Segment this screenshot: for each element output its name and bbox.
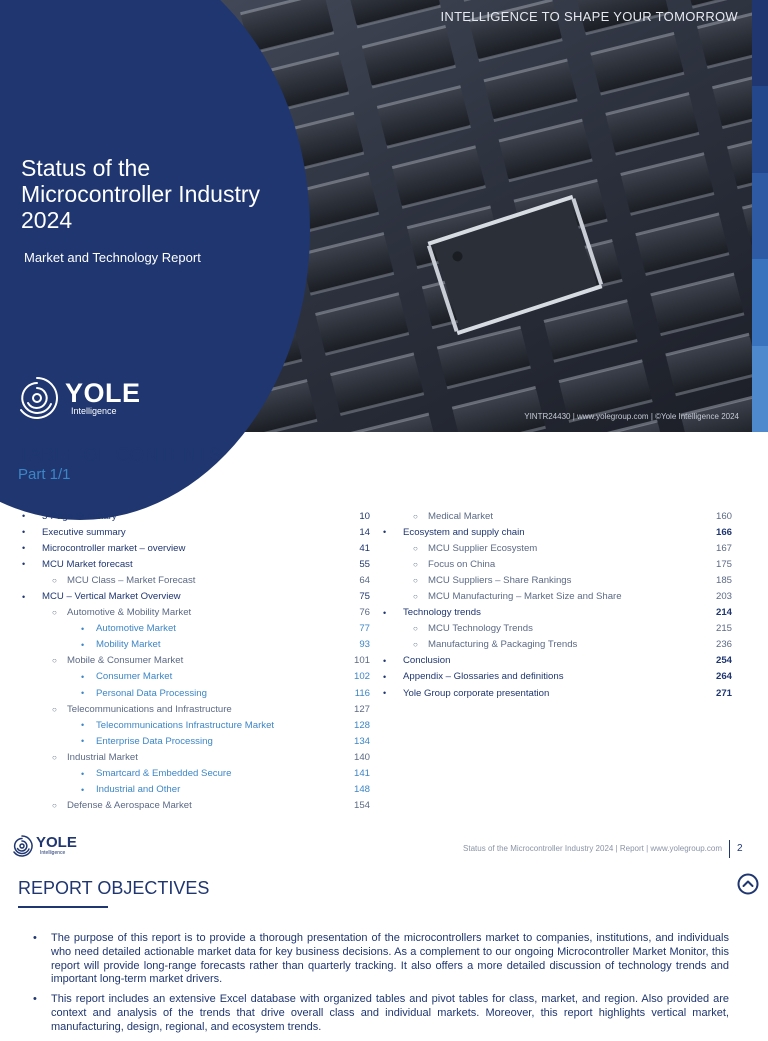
tagline: INTELLIGENCE TO SHAPE YOUR TOMORROW <box>440 9 738 24</box>
toc-entry-page: 160 <box>715 510 732 522</box>
objectives-title: REPORT OBJECTIVES <box>18 878 210 898</box>
toc-entry[interactable] <box>20 701 370 717</box>
toc-entry[interactable] <box>20 733 370 749</box>
toc-entry-label: Mobility Market <box>96 639 161 651</box>
hollow-bullet-icon: ○ <box>52 608 57 618</box>
toc-entry-label: Industrial Market <box>67 751 138 763</box>
toc-entry-page: 128 <box>353 719 370 731</box>
bullet-icon: • <box>81 736 85 747</box>
toc-entry[interactable] <box>20 621 370 637</box>
toc-entry-label: MCU Technology Trends <box>428 623 533 635</box>
bullet-icon: • <box>22 591 26 602</box>
toc-entry-page: 175 <box>715 558 732 570</box>
hollow-bullet-icon: ○ <box>52 801 57 811</box>
bullet-icon: • <box>383 655 387 666</box>
brand-name: YOLE <box>65 378 141 408</box>
hollow-bullet-icon: ○ <box>413 640 418 650</box>
toc-entry-label: Personal Data Processing <box>96 687 207 699</box>
toc-entry-label: Conclusion <box>403 655 451 667</box>
hollow-bullet-icon: ○ <box>413 575 418 585</box>
page-number: 2 <box>737 843 743 854</box>
toc-entry-label: Microcontroller market – overview <box>42 542 186 554</box>
toc-entry[interactable] <box>381 572 732 588</box>
toc-entry-label: Defense & Aerospace Market <box>67 800 192 812</box>
toc-entry-label: MCU – Vertical Market Overview <box>42 591 181 603</box>
toc-entry-label: Industrial and Other <box>96 784 181 796</box>
toc-entry-label: Executive summary <box>42 526 126 538</box>
toc-entry[interactable] <box>381 653 732 669</box>
bullet-icon: • <box>81 768 85 779</box>
toc-entry-page: 41 <box>359 542 370 554</box>
toc-column-right <box>381 508 732 701</box>
toc-entry-page: 10 <box>359 510 370 522</box>
toc-entry-label: Consumer Market <box>96 671 173 683</box>
toc-part: Part 1/1 <box>18 466 71 483</box>
brand-name: YOLE <box>36 834 77 851</box>
yole-concentric-logo-icon <box>11 835 33 857</box>
toc-entry-page: 77 <box>359 623 370 635</box>
hollow-bullet-icon: ○ <box>52 752 57 762</box>
toc-entry-page: 264 <box>715 671 732 683</box>
toc-entry[interactable] <box>381 524 732 540</box>
toc-entry-page: 166 <box>715 526 732 538</box>
title-underline <box>18 906 108 908</box>
toc-entry[interactable] <box>20 556 370 572</box>
chevron-up-circle-icon[interactable] <box>737 873 759 895</box>
toc-entry-page: 254 <box>715 655 732 667</box>
toc-entry-page: 215 <box>715 623 732 635</box>
list-item: • This report includes an extensive Excel database with organized tables and pivot tables for class, market, and region. Also provided are context and analysis of the trends that drive overall class and individual markets. Moreover, this report highlights vertical market, manufacturing, design, regional, and ecosystem trends. <box>33 993 729 1033</box>
hollow-bullet-icon: ○ <box>52 704 57 714</box>
toc-entry[interactable] <box>381 605 732 621</box>
hollow-bullet-icon: ○ <box>52 575 57 585</box>
toc-entry[interactable] <box>20 798 370 814</box>
toc-entry-page: 134 <box>353 735 370 747</box>
toc-entry[interactable] <box>20 588 370 604</box>
toc-entry[interactable] <box>381 508 732 524</box>
toc-entry[interactable] <box>20 540 370 556</box>
yole-logo <box>15 376 141 420</box>
toc-entry[interactable] <box>20 669 370 685</box>
toc-entry[interactable] <box>20 524 370 540</box>
hollow-bullet-icon: ○ <box>52 656 57 666</box>
toc-entry-label: Ecosystem and supply chain <box>403 526 525 538</box>
toc-title: TABLE OF CONTENTS <box>18 445 222 466</box>
objective-text: This report includes an extensive Excel database with organized tables and pivot tables for class, market, and region. Also provided are context and analysis of the trends that drive overall class and individual markets. Moreover, this report highlights vertical market, manufacturing, design, regional, and ecosystem trends. <box>51 993 729 1033</box>
toc-entry-page: 140 <box>353 751 370 763</box>
toc-entry[interactable] <box>20 605 370 621</box>
toc-entry[interactable] <box>20 572 370 588</box>
toc-entry-page: 64 <box>359 574 370 586</box>
toc-entry-page: 116 <box>354 687 370 699</box>
toc-entry-label: Focus on China <box>428 558 496 570</box>
bullet-icon: • <box>22 511 26 522</box>
toc-entry[interactable] <box>381 685 732 701</box>
hollow-bullet-icon: ○ <box>413 511 418 521</box>
footer-text: Status of the Microcontroller Industry 2024 | Report | www.yolegroup.com <box>463 844 722 853</box>
bullet-icon: • <box>22 543 26 554</box>
toc-entry-page: 127 <box>353 703 370 715</box>
hollow-bullet-icon: ○ <box>413 592 418 602</box>
bullet-icon: • <box>383 527 387 538</box>
toc-entry-label: Mobile & Consumer Market <box>67 655 184 667</box>
toc-entry[interactable] <box>20 637 370 653</box>
toc-entry-label: Medical Market <box>428 510 494 522</box>
toc-entry-page: 236 <box>715 639 732 651</box>
hollow-bullet-icon: ○ <box>413 543 418 553</box>
toc-entry-page: 167 <box>715 542 732 554</box>
toc-entry-label: MCU Manufacturing – Market Size and Share <box>428 591 622 603</box>
objectives-list <box>33 932 729 1041</box>
yole-logo-small <box>11 835 77 857</box>
footer-divider <box>729 840 730 858</box>
bullet-icon: • <box>22 527 26 538</box>
toc-column-left <box>20 508 370 814</box>
toc-entry[interactable] <box>20 508 370 524</box>
copyright: YINTR24430 | www.yolegroup.com | ©Yole Intelligence 2024 <box>524 412 739 421</box>
toc-entry-page: 14 <box>359 526 370 538</box>
toc-entry-label: Automotive Market <box>96 623 176 635</box>
toc-entry-page: 101 <box>353 655 370 667</box>
toc-entry-label: Telecommunications and Infrastructure <box>67 703 232 715</box>
bullet-icon: • <box>383 671 387 682</box>
toc-entry-label: Enterprise Data Processing <box>96 735 213 747</box>
list-item: • The purpose of this report is to provide a thorough presentation of the microcontrollers market to companies, institutions, and individuals who need detailed actionable market data for key business decisions. As a complement to our ongoing Microcontroller Market Monitor, this report will provide long-range forecasts rather than quarterly tracking. It also offers a more detailed discussion of technology trends and important long-term market drivers. <box>33 932 729 986</box>
bullet-icon: • <box>81 784 85 795</box>
toc-entry-label: MCU Market forecast <box>42 558 133 570</box>
report-subtitle: Market and Technology Report <box>24 250 201 265</box>
toc-entry-page: 148 <box>353 784 370 796</box>
toc-entry[interactable] <box>20 685 370 701</box>
yole-concentric-logo-icon <box>15 376 59 420</box>
toc-entry-page: 76 <box>359 607 370 619</box>
bullet-icon: • <box>81 688 85 699</box>
toc-entry-page: 93 <box>359 639 370 651</box>
toc-entry-label: Automotive & Mobility Market <box>67 607 192 619</box>
toc-entry[interactable] <box>381 540 732 556</box>
toc-entry-label: MCU Class – Market Forecast <box>67 574 196 586</box>
toc-entry-page: 271 <box>715 687 732 699</box>
bullet-icon: • <box>81 623 85 634</box>
objective-text: The purpose of this report is to provide a thorough presentation of the microcontrollers market to companies, institutions, and individuals who need detailed actionable market data for key business decisions. As a complement to our ongoing Microcontroller Market Monitor, this report will provide long-range forecasts rather than quarterly tracking. It also offers a more detailed discussion of technology trends and important long-term market drivers. <box>51 932 729 986</box>
title-underline <box>18 489 108 491</box>
edge-color-strip <box>752 0 768 432</box>
toc-entry-label: MCU Suppliers – Share Rankings <box>428 574 572 586</box>
toc-entry-label: 3-Page Summary <box>42 510 117 522</box>
toc-entry-page: 141 <box>353 768 370 780</box>
toc-entry-label: Telecommunications Infrastructure Market <box>96 719 275 731</box>
hollow-bullet-icon: ○ <box>413 624 418 634</box>
toc-entry-page: 75 <box>359 591 370 603</box>
toc-entry-label: Manufacturing & Packaging Trends <box>428 639 578 651</box>
toc-entry-label: Smartcard & Embedded Secure <box>96 768 232 780</box>
bullet-icon: • <box>383 607 387 618</box>
bullet-icon: • <box>81 720 85 731</box>
cover <box>0 0 768 432</box>
hollow-bullet-icon: ○ <box>413 559 418 569</box>
toc-entry-label: Appendix – Glossaries and definitions <box>403 671 564 683</box>
toc-entry-page: 185 <box>715 574 732 586</box>
toc-entry-page: 154 <box>353 800 370 812</box>
brand-subtitle: Intelligence <box>71 406 117 416</box>
toc-entry[interactable] <box>20 653 370 669</box>
toc-entry-page: 214 <box>715 607 732 619</box>
toc-entry[interactable] <box>20 782 370 798</box>
toc-entry[interactable] <box>20 717 370 733</box>
toc-entry[interactable] <box>381 588 732 604</box>
toc-entry-page: 102 <box>353 671 370 683</box>
toc-entry-label: Technology trends <box>403 607 481 619</box>
toc-entry[interactable] <box>20 749 370 765</box>
toc-entry-label: MCU Supplier Ecosystem <box>428 542 538 554</box>
bullet-icon: • <box>81 639 85 650</box>
toc-entry[interactable] <box>381 556 732 572</box>
toc-entry[interactable] <box>381 621 732 637</box>
toc-entry-page: 55 <box>359 558 370 570</box>
toc-entry[interactable] <box>20 766 370 782</box>
toc-entry-label: Yole Group corporate presentation <box>403 687 550 699</box>
toc-entry-page: 203 <box>715 591 732 603</box>
bullet-icon: • <box>81 671 85 682</box>
toc-entry[interactable] <box>381 637 732 653</box>
report-title: Status of the Microcontroller Industry 2024 <box>21 155 261 233</box>
brand-subtitle: Intelligence <box>40 850 66 856</box>
bullet-icon: • <box>383 688 387 699</box>
toc-entry[interactable] <box>381 669 732 685</box>
bullet-icon: • <box>22 559 26 570</box>
